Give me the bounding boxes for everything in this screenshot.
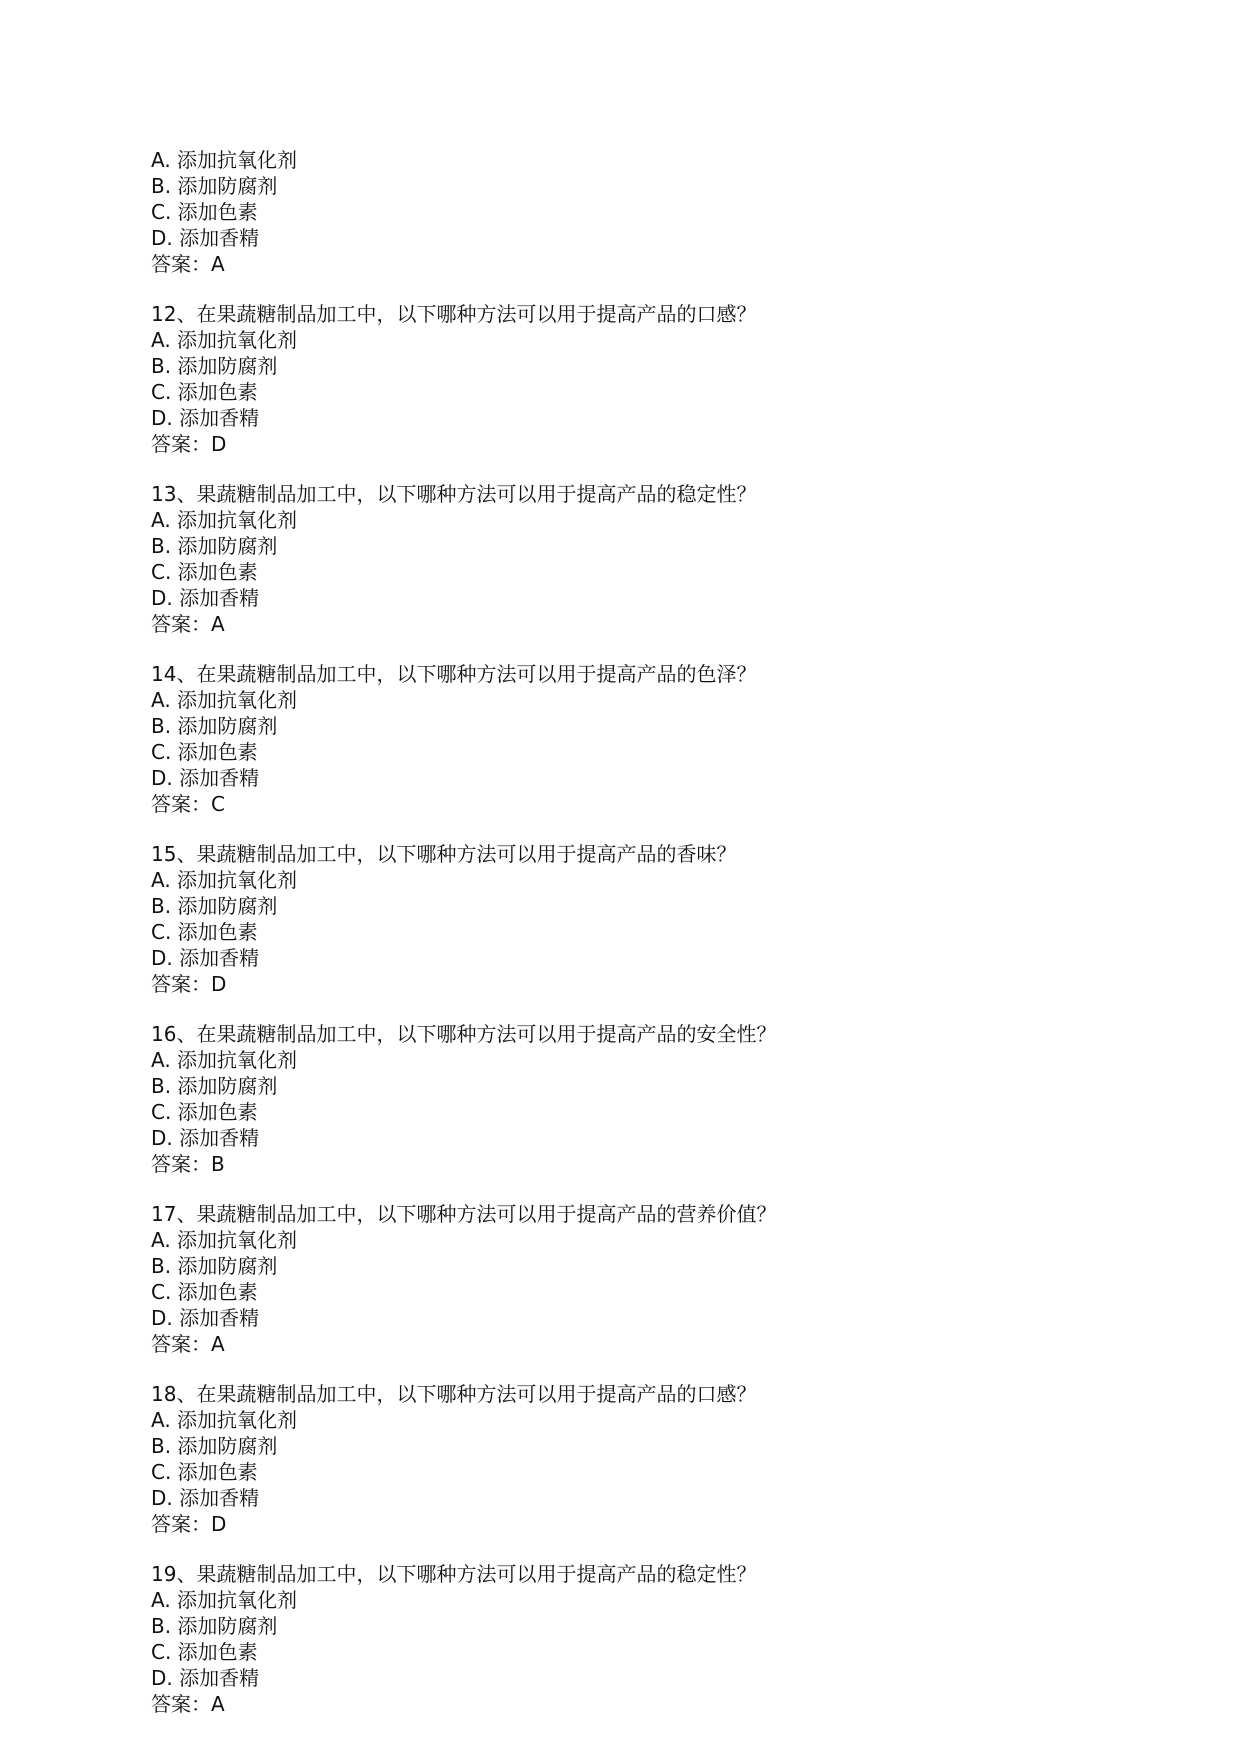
answer-line: 答案：D [151, 1512, 227, 1536]
option-line: A. 添加抗氧化剂 [151, 688, 298, 712]
option-line: A. 添加抗氧化剂 [151, 1588, 298, 1612]
option-line: B. 添加防腐剂 [151, 534, 278, 558]
option-line: C. 添加色素 [151, 200, 258, 224]
option-line: B. 添加防腐剂 [151, 354, 278, 378]
answer-line: 答案：B [151, 1152, 225, 1176]
question-block-continued [151, 147, 1151, 277]
question-text: 18、在果蔬糖制品加工中，以下哪种方法可以用于提高产品的口感？ [151, 1382, 757, 1406]
question-block [151, 1561, 1151, 1717]
option-line: A. 添加抗氧化剂 [151, 508, 298, 532]
option-line: A. 添加抗氧化剂 [151, 1408, 298, 1432]
option-line: B. 添加防腐剂 [151, 894, 278, 918]
document-body [151, 147, 1151, 1717]
option-line: D. 添加香精 [151, 406, 260, 430]
option-line: D. 添加香精 [151, 1666, 260, 1690]
option-line: D. 添加香精 [151, 766, 260, 790]
question-text: 17、果蔬糖制品加工中，以下哪种方法可以用于提高产品的营养价值？ [151, 1202, 777, 1226]
question-block [151, 1201, 1151, 1357]
answer-line: 答案：A [151, 1332, 225, 1356]
option-line: C. 添加色素 [151, 380, 258, 404]
block-spacer [151, 1177, 1151, 1201]
question-text: 15、果蔬糖制品加工中，以下哪种方法可以用于提高产品的香味？ [151, 842, 737, 866]
question-text: 12、在果蔬糖制品加工中，以下哪种方法可以用于提高产品的口感？ [151, 302, 757, 326]
block-spacer [151, 457, 1151, 481]
block-spacer [151, 1537, 1151, 1561]
question-block [151, 1381, 1151, 1537]
answer-line: 答案：D [151, 432, 227, 456]
block-spacer [151, 637, 1151, 661]
option-line: C. 添加色素 [151, 1460, 258, 1484]
question-block [151, 301, 1151, 457]
option-line: D. 添加香精 [151, 1126, 260, 1150]
option-line: B. 添加防腐剂 [151, 174, 278, 198]
answer-line: 答案：A [151, 1692, 225, 1716]
option-line: B. 添加防腐剂 [151, 1254, 278, 1278]
option-line: D. 添加香精 [151, 1486, 260, 1510]
option-line: D. 添加香精 [151, 1306, 260, 1330]
question-block [151, 841, 1151, 997]
option-line: C. 添加色素 [151, 1280, 258, 1304]
question-text: 14、在果蔬糖制品加工中，以下哪种方法可以用于提高产品的色泽？ [151, 662, 757, 686]
question-block [151, 1021, 1151, 1177]
question-text: 19、果蔬糖制品加工中，以下哪种方法可以用于提高产品的稳定性？ [151, 1562, 757, 1586]
option-line: A. 添加抗氧化剂 [151, 1228, 298, 1252]
block-spacer [151, 1357, 1151, 1381]
option-line: C. 添加色素 [151, 1100, 258, 1124]
option-line: A. 添加抗氧化剂 [151, 328, 298, 352]
block-spacer [151, 277, 1151, 301]
option-line: B. 添加防腐剂 [151, 1074, 278, 1098]
answer-line: 答案：D [151, 972, 227, 996]
question-block [151, 661, 1151, 817]
block-spacer [151, 997, 1151, 1021]
option-line: A. 添加抗氧化剂 [151, 148, 298, 172]
answer-line: 答案：A [151, 612, 225, 636]
question-text: 13、果蔬糖制品加工中，以下哪种方法可以用于提高产品的稳定性？ [151, 482, 757, 506]
answer-line: 答案：A [151, 252, 225, 276]
option-line: A. 添加抗氧化剂 [151, 868, 298, 892]
option-line: C. 添加色素 [151, 560, 258, 584]
option-line: C. 添加色素 [151, 920, 258, 944]
question-block [151, 481, 1151, 637]
option-line: B. 添加防腐剂 [151, 1614, 278, 1638]
option-line: C. 添加色素 [151, 740, 258, 764]
option-line: A. 添加抗氧化剂 [151, 1048, 298, 1072]
option-line: B. 添加防腐剂 [151, 714, 278, 738]
option-line: C. 添加色素 [151, 1640, 258, 1664]
option-line: B. 添加防腐剂 [151, 1434, 278, 1458]
question-text: 16、在果蔬糖制品加工中，以下哪种方法可以用于提高产品的安全性？ [151, 1022, 777, 1046]
option-line: D. 添加香精 [151, 946, 260, 970]
option-line: D. 添加香精 [151, 226, 260, 250]
block-spacer [151, 817, 1151, 841]
answer-line: 答案：C [151, 792, 225, 816]
option-line: D. 添加香精 [151, 586, 260, 610]
